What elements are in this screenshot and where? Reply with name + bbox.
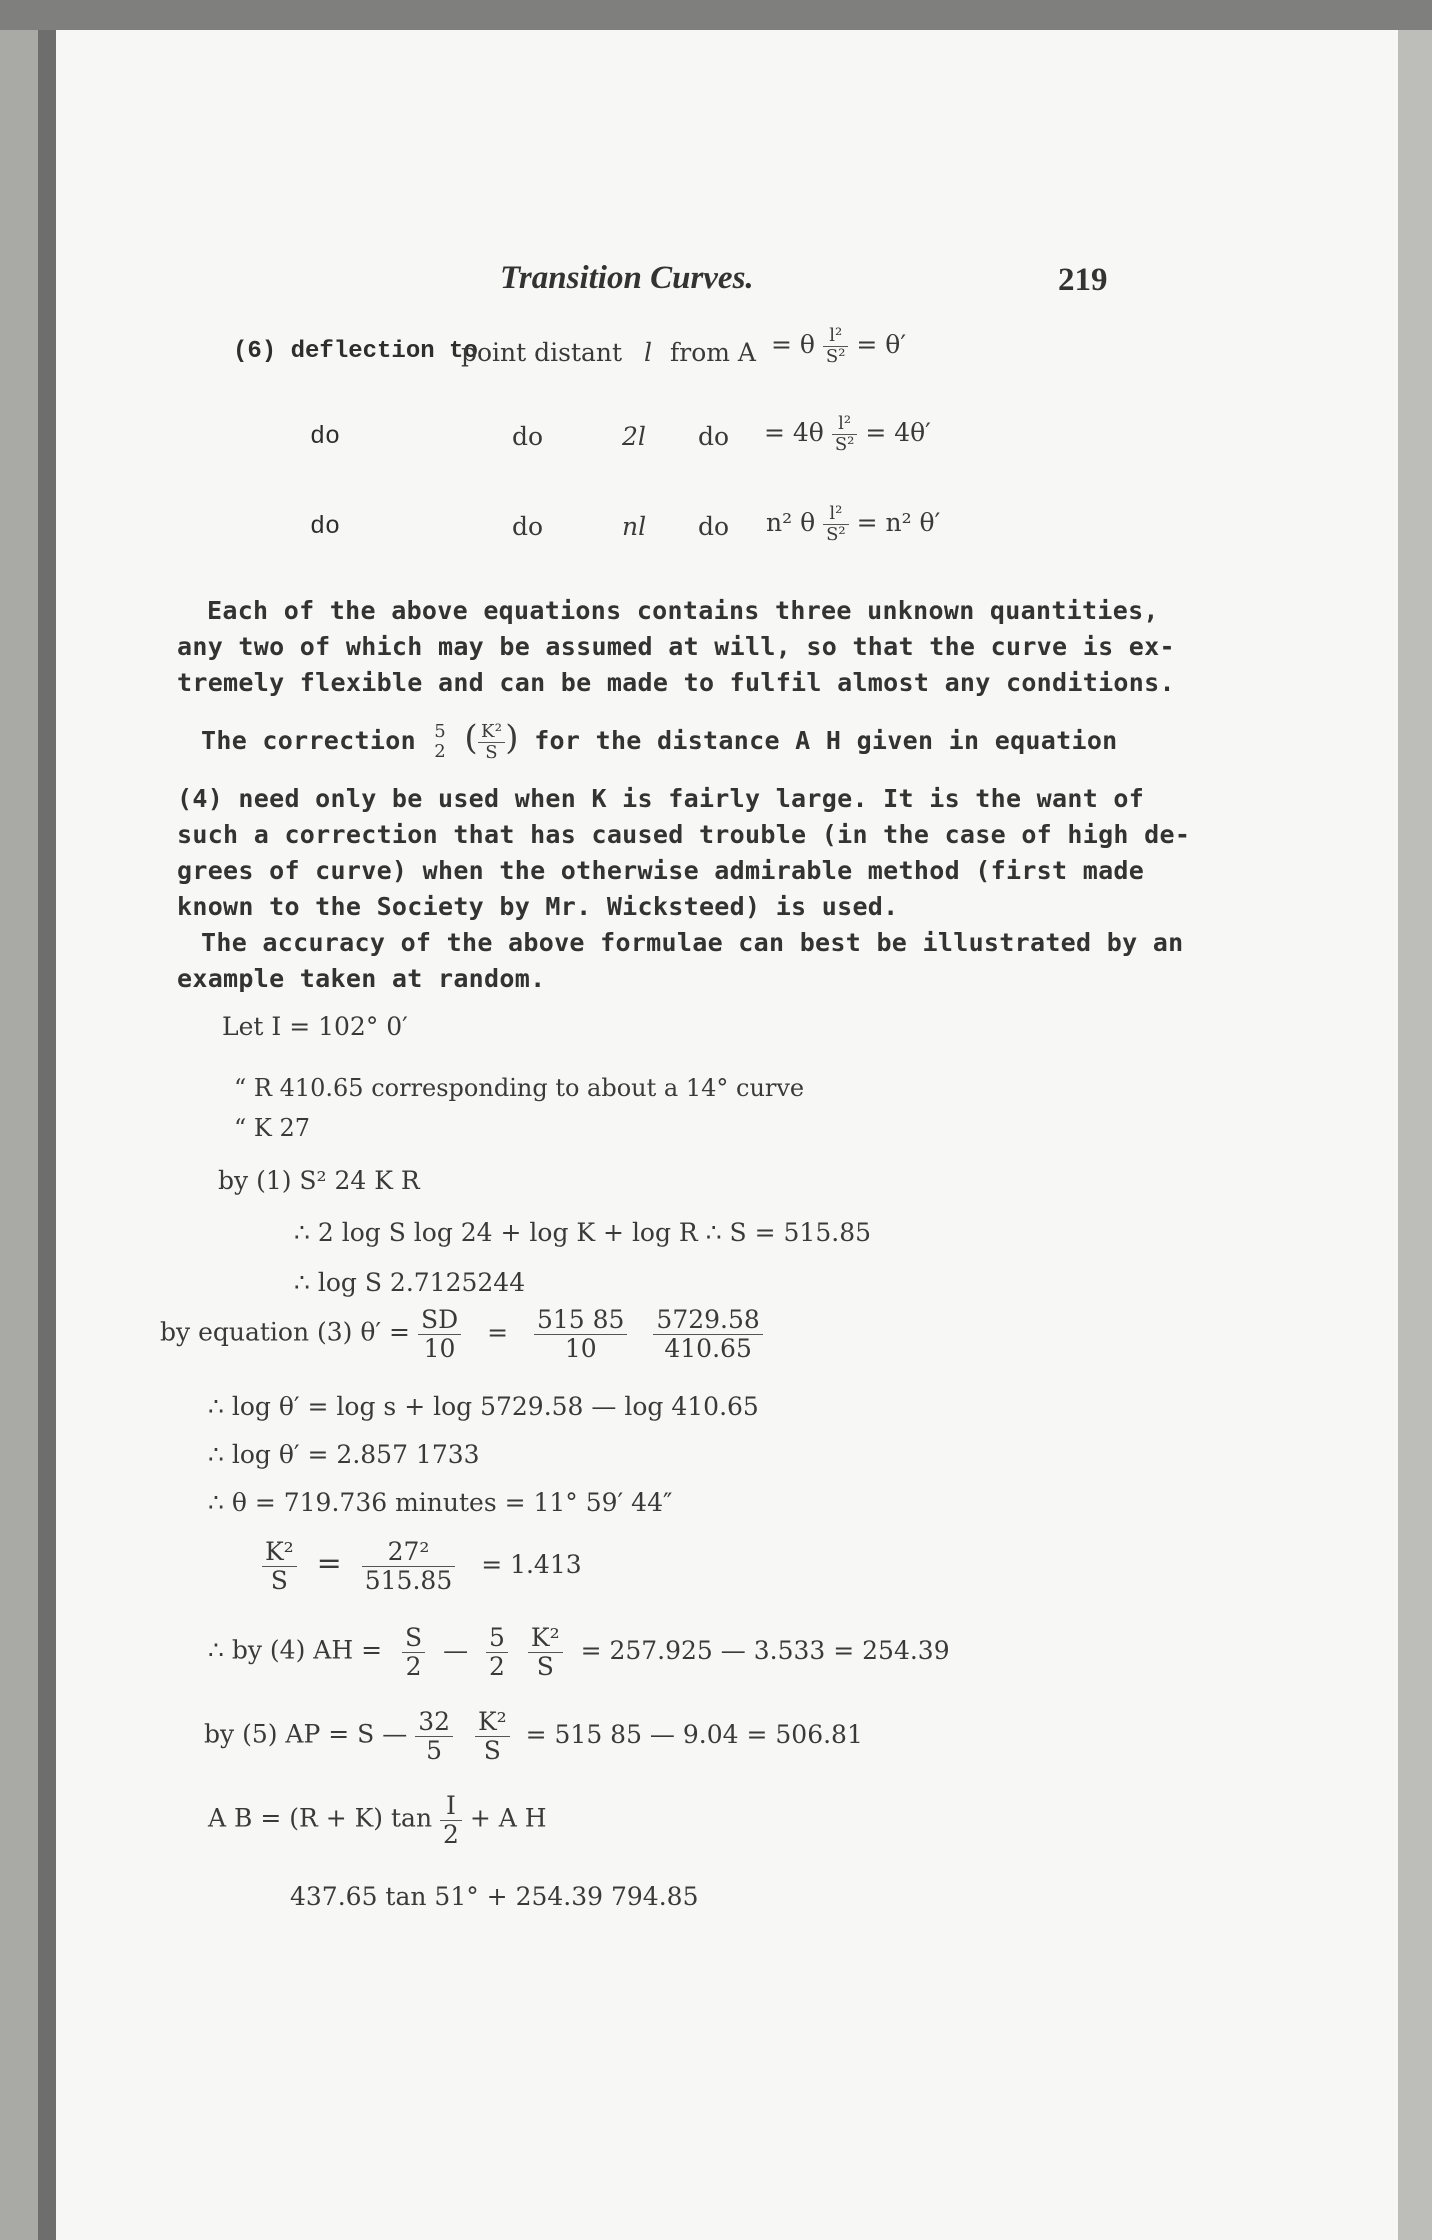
log-S-value: ∴ log S 2.7125244	[294, 1268, 526, 1297]
row2-expression: = 4θ $\frac{\text{l²}}{\text{S²}}$ = 4θ′	[764, 413, 931, 455]
paragraph1-line3: tremely flexible and can be made to fulfil almost any conditions.	[177, 668, 1175, 697]
AB-result: 437.65 tan 51° + 254.39 794.85	[290, 1882, 699, 1911]
row1-col4: from A	[670, 338, 756, 367]
paragraph2-line1: (4) need only be used when K is fairly large. It is the want of	[177, 784, 1145, 813]
book-page	[56, 30, 1398, 2240]
row3-col3: nl	[622, 512, 647, 541]
row1-col1: (6) deflection to	[233, 338, 478, 365]
row3-expression: n² θ $\frac{\text{l²}}{\text{S²}}$ = n² θ′	[766, 503, 941, 545]
page-number: 219	[1058, 262, 1108, 298]
log-theta-value: ∴ log θ′ = 2.857 1733	[208, 1440, 480, 1469]
AP-line: by (5) AP = S — $\frac{32}{5}$ $\frac{\text{K²}}{S}$ = 515 85 — 9.04 = 506.81	[204, 1707, 863, 1765]
eq1-line: by (1) S² 24 K R	[218, 1166, 420, 1195]
AH-line: ∴ by (4) AH = $\frac{S}{2}$ — $\frac{5}{2}$ $\frac{\text{K²}}{S}$ = 257.925 — 3.533 = 254.39	[208, 1623, 950, 1681]
row2-col4: do	[698, 422, 730, 451]
log-theta-equation: ∴ log θ′ = log s + log 5729.58 — log 410.65	[208, 1392, 759, 1421]
paragraph2-line3: grees of curve) when the otherwise admirable method (first made	[177, 856, 1145, 885]
row1-expression: = θ $\frac{\text{l²}}{\text{S²}}$ = θ′	[771, 325, 907, 367]
row2-col1: do	[310, 422, 341, 451]
theta-value: ∴ θ = 719.736 minutes = 11° 59′ 44″	[208, 1488, 673, 1517]
k2s-line: $\frac{\text{K²}}{S}$ = $\frac{\text{27²}}{515.85}$ = 1.413	[262, 1538, 582, 1594]
let-K: “ K 27	[234, 1114, 310, 1142]
scan-border-top	[0, 0, 1432, 30]
paragraph2-line2: such a correction that has caused trouble (in the case of high de-	[177, 820, 1191, 849]
scan-border-right	[1398, 30, 1432, 2240]
row2-col3: 2l	[622, 422, 646, 451]
row1-col3: l	[644, 338, 652, 367]
AB-line: A B = (R + K) tan $\frac{I}{2}$ + A H	[208, 1791, 547, 1849]
let-R: “ R 410.65 corresponding to about a 14° curve	[234, 1074, 805, 1102]
running-header: Transition Curves.	[500, 260, 754, 296]
row3-col2: do	[512, 512, 544, 541]
paragraph2-line4: known to the Society by Mr. Wicksteed) is used.	[177, 892, 899, 921]
scan-binding-shadow	[38, 30, 58, 2240]
row3-col4: do	[698, 512, 730, 541]
row3-col1: do	[310, 512, 341, 541]
paragraph1-line1: Each of the above equations contains three unknown quantities,	[207, 596, 1159, 625]
paragraph2-line5: The accuracy of the above formulae can best be illustrated by an	[201, 928, 1184, 957]
correction-line: The correction 5 2 ( $\frac{\text{K²}}{S}$ ) for the distance A H given in equation	[201, 718, 1118, 763]
let-I: Let I = 102° 0′	[222, 1012, 408, 1041]
eq3-line: by equation (3) θ′ = $\frac{SD}{10}$ = $\frac{515 85}{10}$ $\frac{5729.58}{410.65}$	[160, 1306, 763, 1362]
paragraph1-line2: any two of which may be assumed at will, so that the curve is ex-	[177, 632, 1175, 661]
row1-col2: point distant	[461, 338, 623, 367]
paragraph2-line6: example taken at random.	[177, 964, 546, 993]
log-S-equation: ∴ 2 log S log 24 + log K + log R ∴ S = 515.85	[294, 1218, 872, 1247]
row2-col2: do	[512, 422, 544, 451]
